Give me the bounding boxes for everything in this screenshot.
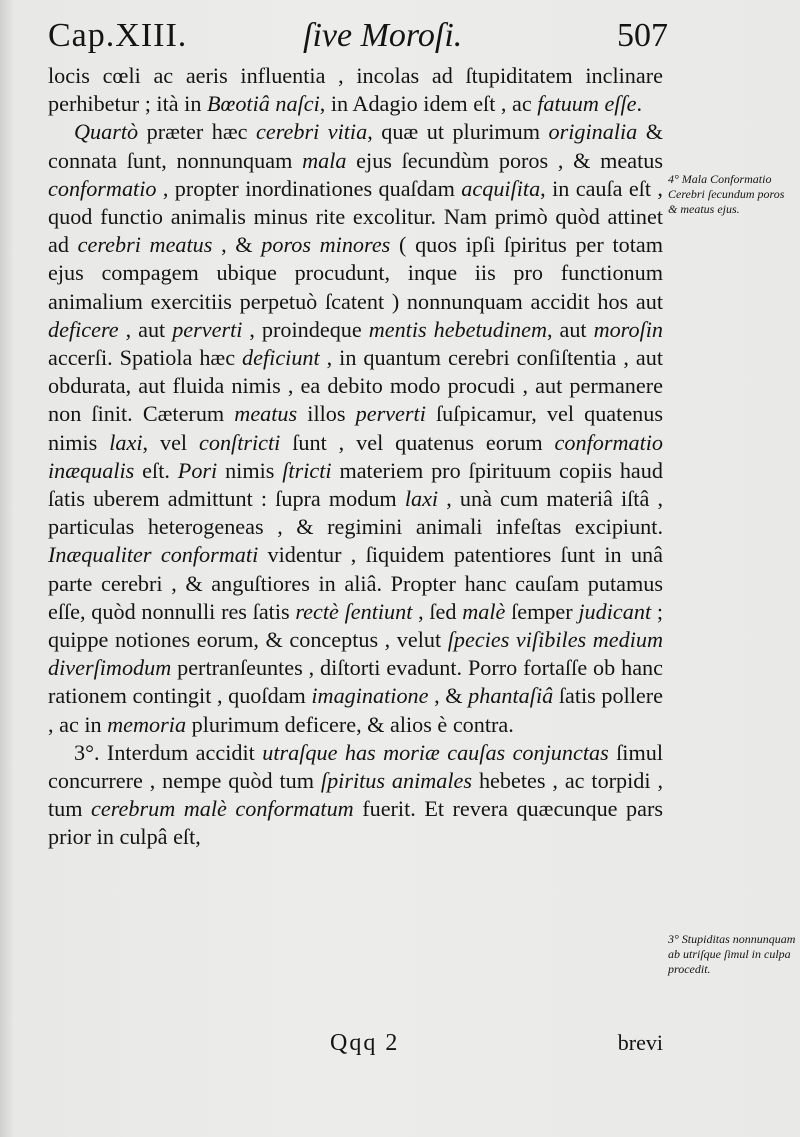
text-run: , in quantum cerebri conſiſtentia , aut obdurata, aut fluida nimis , ea debito modo procudi , aut permanere non ſinit. Cæterum <box>48 345 663 427</box>
text-run: fuerit. Et revera quæcunque pars prior in culpâ eſt, <box>48 796 663 850</box>
italic-run: cerebri vitia <box>256 119 368 145</box>
text-run: hebetes , ac torpidi , tum <box>48 768 664 822</box>
text-run: eſt. <box>134 457 178 483</box>
chapter-heading: Cap.XIII. <box>48 17 188 54</box>
text-run: 3°. Interdum accidit <box>74 739 263 765</box>
running-header <box>48 12 668 60</box>
text-run: ſimul concurrere , nempe quòd tum <box>48 739 663 794</box>
text-run: ſemper <box>505 598 579 624</box>
italic-run: acquiſita <box>461 175 541 201</box>
italic-run: imaginatione <box>311 683 429 709</box>
italic-run: laxi <box>109 429 143 455</box>
text-run: ; quippe notiones eorum, & conceptus , velut <box>48 598 663 653</box>
italic-run: ſpecies viſibiles medium diverſimodum <box>48 627 663 681</box>
text-run: illos <box>297 401 356 427</box>
text-run: ejus ſecundùm poros , & meatus <box>346 147 663 173</box>
text-run: & connata ſunt, nonnunquam <box>48 119 663 173</box>
italic-run: fatuum eſſe <box>537 91 637 117</box>
text-run: , & <box>428 683 469 709</box>
italic-run: laxi <box>404 486 439 512</box>
margin-note: 4° Mala Conformatio Cerebri ſecundum poros & meatus ejus. <box>668 172 785 216</box>
text-run: , vel <box>142 429 199 455</box>
italic-run: cerebri meatus <box>77 232 213 258</box>
italic-run: moroſin <box>593 316 664 342</box>
italic-run: ſtricti <box>282 457 332 483</box>
signature-mark: Qqq 2 <box>330 1030 400 1056</box>
text-run: , aut <box>546 316 594 342</box>
italic-run: judicant <box>578 598 652 624</box>
text-run: accerſi. Spatiola hæc <box>48 345 243 371</box>
italic-run: rectè ſentiunt <box>295 598 413 624</box>
italic-run: conformatio <box>48 175 157 201</box>
italic-run: Inæqualiter conformati <box>48 542 259 568</box>
italic-run: originalia <box>548 119 638 145</box>
italic-run: mala <box>302 147 347 173</box>
text-run: , propter inordinationes quaſdam <box>156 175 462 201</box>
text-run: nimis <box>217 457 283 483</box>
italic-run: phantaſiâ <box>468 683 554 709</box>
main-text <box>48 62 663 852</box>
text-run: , quæ ut plurimum <box>367 119 549 145</box>
text-run: ( quos ipſi ſpiritus per totam ejus compagem ubique procudunt, inque iis pro functionum animalium exercitiis perpetuò ſcatent ) nonnunquam accidit hos aut <box>48 232 663 314</box>
text-run: , proindeque <box>242 316 369 342</box>
paragraph <box>48 739 663 852</box>
italic-run: Pori <box>177 457 218 483</box>
italic-run: utraſque has moriæ cauſas conjunctas <box>262 739 609 765</box>
text-run: ſuſpicamur, vel quatenus nimis <box>48 401 663 455</box>
text-run: materiem pro ſpirituum copiis haud ſatis uberem admittunt : ſupra modum <box>48 457 663 512</box>
text-run: videntur , ſiquidem patentiores ſunt in unâ parte cerebri , & anguſtiores in aliâ. Propter hanc cauſam putamus eſſe, quòd nonnulli res ſatis <box>48 542 663 624</box>
italic-run: deficere <box>48 316 119 342</box>
text-run: , in cauſa eſt , quod functio animalis minus rite excolitur. Nam primò quòd attinet ad <box>48 175 663 258</box>
text-run: ſatis pollere , ac in <box>48 683 664 737</box>
paragraph <box>48 62 663 118</box>
text-run: , ſed <box>412 598 463 624</box>
italic-run: memoria <box>107 711 187 737</box>
text-run: , unà cum materiâ iſtâ , particulas heterogeneas , & regimini animali infeſtas excipiunt. <box>48 486 663 540</box>
page-footer <box>48 1030 663 1062</box>
italic-run: conſtricti <box>199 429 281 455</box>
text-run: , aut <box>118 316 173 342</box>
italic-run: poros minores <box>261 232 391 258</box>
italic-run: cerebrum malè conformatum <box>91 796 354 822</box>
text-run: , & <box>212 232 262 258</box>
text-run: locis cœli ac aeris influentia , incolas ad ſtupiditatem inclinare perhibetur ; ità in <box>48 63 663 117</box>
text-run: plurimum deficere, & alios è contra. <box>186 711 514 737</box>
italic-run: meatus <box>234 401 298 427</box>
text-run: , in Adagio idem eſt , ac <box>319 91 538 117</box>
italic-run: Quartò <box>74 119 139 145</box>
text-run: pertranſeuntes , diſtorti evadunt. Porro fortaſſe ob hanc rationem contingit , quoſdam <box>48 655 663 709</box>
italic-run: mentis hebetudinem <box>368 316 547 342</box>
page-number: 507 <box>617 17 668 54</box>
italic-run: ſpiritus animales <box>320 768 473 794</box>
italic-run: malè <box>462 598 506 624</box>
margin-note: 3° Stupiditas nonnunquam ab utriſque ſimul in culpa procedit. <box>668 932 796 976</box>
text-run: ſunt , vel quatenus eorum <box>280 429 555 455</box>
text-run: præter hæc <box>138 119 257 145</box>
italic-run: perverti <box>172 316 243 342</box>
catchword: brevi <box>617 1030 663 1055</box>
text-run: . <box>636 91 643 117</box>
running-title: ſive Moroſi. <box>303 17 463 54</box>
italic-run: Bœotiâ naſci <box>206 91 320 117</box>
paragraph <box>48 118 663 738</box>
italic-run: conformatio inæqualis <box>48 429 663 483</box>
italic-run: deficiunt <box>242 345 320 371</box>
italic-run: perverti <box>355 401 426 427</box>
